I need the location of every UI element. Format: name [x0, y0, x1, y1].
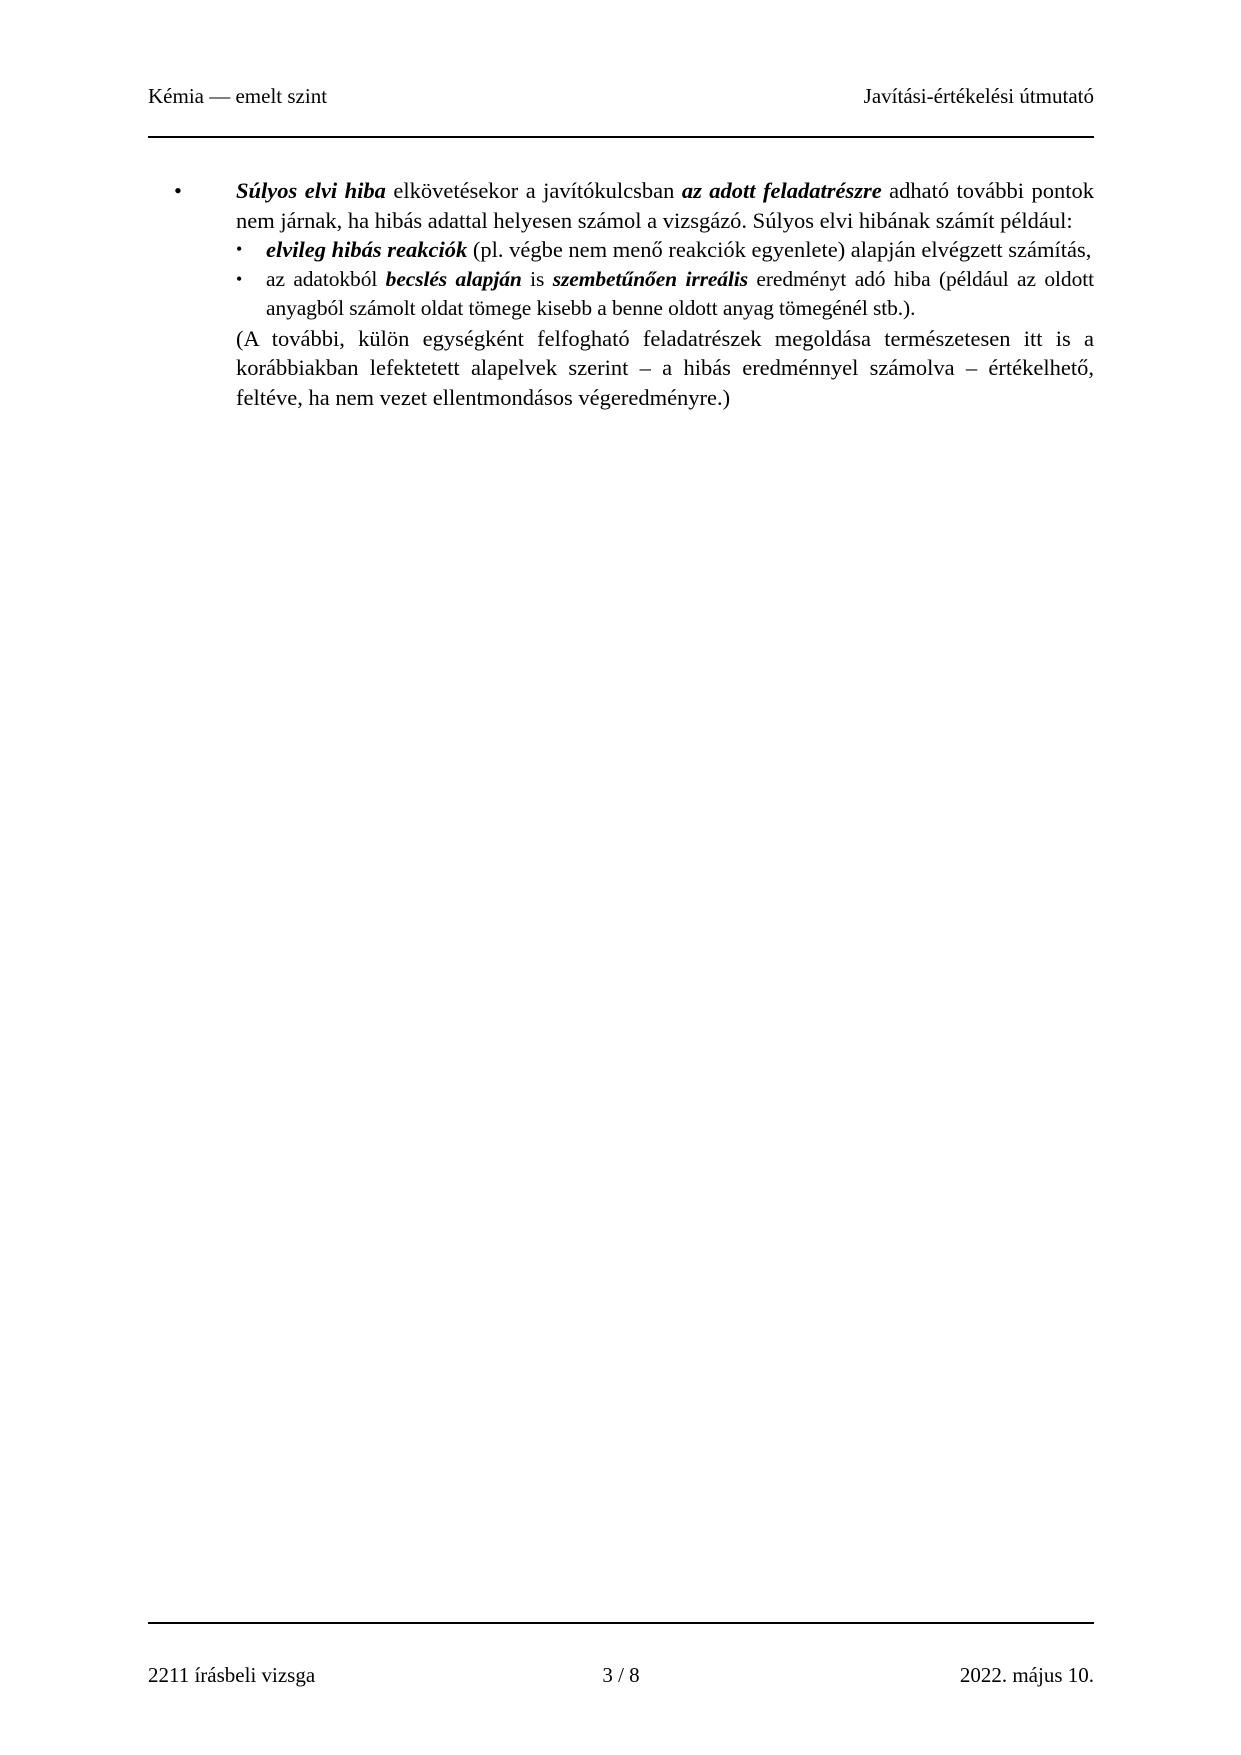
text-segment: elkövetésekor a javítókulcsban [385, 178, 682, 203]
text-segment: is [521, 266, 553, 291]
page-number: 3 / 8 [602, 1663, 640, 1687]
header-document-type: Javítási-értékelési útmutató [863, 84, 1094, 108]
bullet-icon: • [174, 178, 182, 203]
emphasis-unrealistic: szembetűnően irreális [552, 266, 748, 291]
closing-paragraph: (A további, külön egységként felfogható feladatrészek megoldása természetesen itt is a korábbiakban lefektetett alapelvek szerint – a hibás eredménnyel számolva – értékelhető, feltéve, ha nem vezet ellentmondásos végeredményre.) [236, 325, 1094, 410]
bullet-icon: • [236, 239, 243, 259]
header-subject: Kémia — emelt szint [148, 84, 328, 108]
main-bullet-text [236, 176, 1094, 235]
list-item [236, 235, 1094, 265]
footer-rule [148, 1622, 1094, 1624]
emphasis-estimate: becslés alapján [385, 266, 522, 291]
emphasis-given-subtask: az adott feladatrészre [681, 178, 882, 203]
emphasis-wrong-reactions: elvileg hibás reakciók [266, 237, 468, 262]
page-content [148, 176, 1094, 412]
main-bullet-item [148, 176, 1094, 412]
text-segment: az adatokból [266, 266, 386, 291]
text-segment: adható további pontok nem járnak, ha hibás adattal helyesen számol a vizsgázó. Súlyos elvi hibának számít például: [236, 178, 1094, 233]
footer-exam-code: 2211 írásbeli vizsga [148, 1663, 316, 1687]
sub-bullet-list [236, 235, 1094, 324]
list-item [236, 265, 1094, 324]
emphasis-serious-error: Súlyos elvi hiba [236, 178, 386, 203]
footer-date: 2022. május 10. [959, 1663, 1094, 1687]
text-segment: eredményt adó hiba (például az oldott anyagból számolt oldat tömege kisebb a benne oldott anyag tömegénél stb.). [266, 266, 1094, 320]
bullet-icon: • [236, 268, 243, 289]
text-segment: (pl. végbe nem menő reakciók egyenlete) alapján elvégzett számítás, [467, 237, 1092, 262]
header-rule [148, 136, 1094, 138]
